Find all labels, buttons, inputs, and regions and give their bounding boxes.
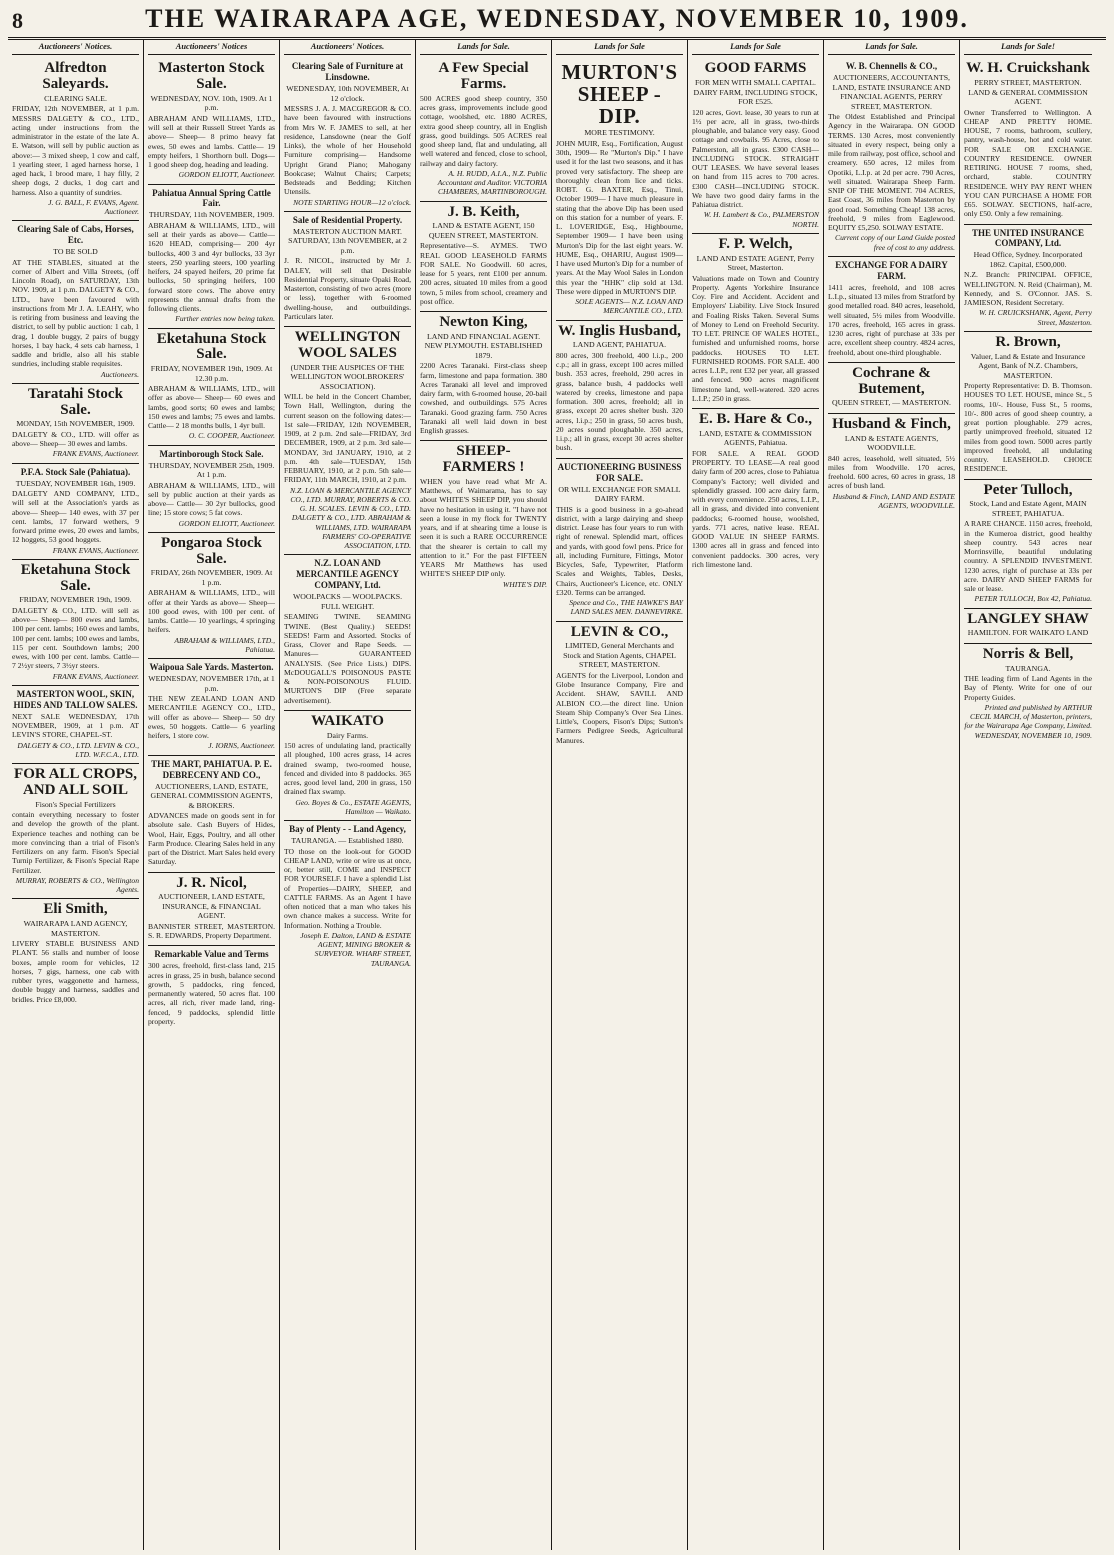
- columns: [8, 40, 1106, 1550]
- ad-subheading: LIMITED, General Merchants and Stock and Station Agents, CHAPEL STREET, MASTERTON.: [563, 641, 676, 670]
- ad-heading: MURTON'S SHEEP - DIP.: [561, 60, 678, 129]
- advertisement: [12, 899, 139, 1009]
- ad-body: ABRAHAM & WILLIAMS, LTD., will sell at their yards as above— Cattle— 1620 HEAD, comprising— 200 4yr bullocks, 400 3 and 4yr bullocks, 33 3yr steers, 250 yearling steers, 100 yearling heifers, 24 spayed heifers, 20 prime fat bullocks, 50 springing heifers, 100 forward store cows. The above entry represents the annual drafts from the following clients.: [148, 220, 275, 314]
- ad-body: MESSRS J. A. J. MACGREGOR & CO. have been favoured with instructions from Mrs W. F. JAMES to sell, at her residence, Lansdowne (near the Golf Links), the whole of her Household Furniture comprising— Handsome Upright Grand Piano; Mahogany Bookcase; Walnut Chairs; Carpets; Bedsteads and Bedding; Kitchen Utensils.: [284, 104, 411, 197]
- ad-heading: N.Z. LOAN AND MERCANTILE AGENCY COMPANY, Ltd.: [296, 558, 399, 591]
- ad-heading: Clearing Sale of Cabs, Horses, Etc.: [17, 224, 134, 246]
- ad-body: LIVERY STABLE BUSINESS AND PLANT. 56 stalls and number of loose boxes, ample room for vehicles, 12 horses, 7 gigs, harness, one cab with rubber tyres, waggonette and harness, double buggy and harness, saddles and bridles. Price £8,000.: [12, 939, 139, 1004]
- ad-body: FRIDAY, 12th NOVEMBER, at 1 p.m. MESSRS DALGETY & CO., LTD., acting under instructions from the administrator in the estate of the late A. E. Watson, will sell by public auction as above:— 3 mixed sheep, 1 cow and calf, 1 yearling steer, 1 aged harness horse, 1 aged hack, 1 brood mare, 1 hay filly, 2 sheep dogs, 2 ducks, 1 dog cart and harness. Also a quantity of sundries.: [12, 104, 139, 197]
- ad-body: WHEN you have read what Mr A. Matthews, of Waimarama, has to say about WHITE'S SHEEP DIP, you should have no hesitation in using it. "I have not seen a louse in my flock for TWENTY years, and if at shearing time a louse is seen it is such a RARE OCCURRENCE that the shearer is certain to call my attention to it." For the past FIFTEEN YEARS Mr Matthews has used WHITE'S SHEEP DIP only.: [420, 476, 547, 579]
- ad-signature: Auctioneers.: [100, 369, 139, 379]
- ad-signature: J. G. BALL, F. EVANS, Agent. Auctioneer.: [48, 197, 139, 216]
- advertisement: [964, 225, 1092, 332]
- ad-body: N.Z. Branch: PRINCIPAL OFFICE, WELLINGTON. N. Reid (Chairman), M. Kennedy, and S. O'Connor. JAS. S. JAMIESON, Resident Secretary.: [964, 270, 1092, 308]
- ad-subheading: MASTERTON AUCTION MART. SATURDAY, 13th NOVEMBER, at 2 p.m.: [288, 226, 407, 255]
- ad-body: BANNISTER STREET, MASTERTON. S. R. EDWARDS, Property Department.: [148, 921, 275, 941]
- advertisement: [556, 58, 683, 320]
- column-7: [824, 40, 960, 1550]
- ad-heading: Pongaroa Stock Sale.: [161, 534, 262, 567]
- ad-body: NEXT SALE WEDNESDAY, 17th NOVEMBER, 1909, at 1 p.m. AT LEVIN'S STORE, CHAPEL-ST.: [12, 711, 139, 740]
- column-5: [552, 40, 688, 1550]
- column-header: Auctioneers' Notices.: [284, 42, 411, 55]
- advertisement: [556, 459, 683, 622]
- ad-signature: FRANK EVANS, Auctioneer.: [52, 671, 139, 681]
- ad-body: DALGETY & CO., LTD. will offer as above— Sheep— 30 ewes and lambs.: [12, 429, 139, 449]
- ad-subheading: LAND AND ESTATE AGENT, Perry Street, Masterton.: [696, 253, 815, 272]
- ad-subheading: WEDNESDAY, NOVEMBER 17th, at 1 p.m.: [148, 674, 275, 693]
- advertisement: [828, 257, 955, 363]
- ad-signature: NOTE STARTING HOUR—12 o'clock.: [293, 197, 411, 207]
- ad-body: ABRAHAM & WILLIAMS, LTD., will offer as above— Sheep— 60 ewes and lambs, good sorts; 60 ewes and lambs; 150 ewes and lambs; 75 ewes and lambs. Cattle— 2 18 months bulls, 1 4yr bull.: [148, 384, 275, 431]
- ad-subheading: Dairy Farms.: [326, 730, 369, 740]
- ad-signature: PETER TULLOCH, Box 42, Pahiatua.: [974, 594, 1092, 604]
- ad-body: 2200 Acres Taranaki. First-class sheep farm, limestone and papa formation. 380 Acres Taranaki all level and improved dairy farm, with 6-roomed house, 20-bail cowshed, and outbuildings. 575 Acres Taranaki. Good grazing farm. 750 Acres Taranaki all well laid down in best English grasses.: [420, 361, 547, 435]
- column-1: [8, 40, 144, 1550]
- ad-heading: W. B. Chennells & CO.,: [845, 61, 938, 72]
- ad-body: FOR SALE. A REAL GOOD PROPERTY. TO LEASE—A real good dairy farm of 200 acres, close to Pahiatua Company's Factory; well divided and splendidly grassed. 100 acre dairy farm, with every convenience. 250 acres, L.I.P., all in grass, and divided into convenient paddocks; 6-roomed house, woolshed, yards. 771 acres, native lease. REAL GOOD VALUE IN SHEEP FARMS. 1300 acres all in grass and fenced into convenient paddocks. 300 acres, very rich limestone land.: [692, 448, 819, 569]
- ad-signature: W. H. CRUICKSHANK, Agent, Perry Street, Masterton.: [978, 308, 1092, 327]
- ad-heading: SHEEP-FARMERS !: [442, 443, 525, 475]
- column-6: [688, 40, 824, 1550]
- ad-heading: THE MART, PAHIATUA. P. E. DEBRECENY AND CO.,: [151, 758, 272, 780]
- advertisement: [828, 414, 955, 514]
- ad-body: ABRAHAM & WILLIAMS, LTD., will offer at their Yards as above— Sheep— 100 good ewes, with 100 per cent. of lambs. Cattle— 10 yearlings, 4 springing heifers.: [148, 588, 275, 635]
- ad-signature: J. IORNS, Auctioneer.: [208, 741, 275, 751]
- ad-heading: MASTERTON WOOL, SKIN, HIDES AND TALLOW SALES.: [13, 688, 138, 710]
- advertisement: [828, 58, 955, 257]
- ad-heading: FOR ALL CROPS, AND ALL SOIL: [14, 766, 137, 798]
- ad-heading: Newton King,: [439, 314, 528, 330]
- column-header: Lands for Sale.: [420, 42, 547, 55]
- advertisement: [284, 58, 411, 212]
- ad-signature: DALGETY & CO., LTD. LEVIN & CO., LTD. W.F.C.A., LTD.: [17, 740, 139, 759]
- advertisement: [12, 686, 139, 764]
- ad-heading: J. B. Keith,: [447, 203, 520, 220]
- column-header: Lands for Sale.: [828, 42, 955, 55]
- column-3: [280, 40, 416, 1550]
- ad-signature: Spence and Co., THE HAWKE'S BAY LAND SALES MEN. DANNEVIRKE.: [569, 598, 683, 617]
- ad-heading: W. H. Cruickshank: [966, 60, 1090, 77]
- ad-signature: FRANK EVANS, Auctioneer.: [52, 545, 139, 555]
- advertisement: [284, 821, 411, 972]
- ad-subheading: THURSDAY, NOVEMBER 25th, 1909. At 1 p.m.: [148, 460, 275, 480]
- ad-subheading: LAND & ESTATE AGENT, 150 QUEEN STREET, MASTERTON.: [428, 221, 539, 240]
- ad-subheading: LAND, ESTATE & COMMISSION AGENTS, Pahiatua.: [699, 428, 812, 448]
- ad-subheading: HAMILTON. FOR WAIKATO LAND: [967, 628, 1089, 638]
- advertisement: [284, 327, 411, 555]
- newspaper-title: THE WAIRARAPA AGE, WEDNESDAY, NOVEMBER 10, 1909.: [145, 4, 969, 33]
- ad-subheading: (UNDER THE AUSPICES OF THE WELLINGTON WOOLBROKERS' ASSOCIATION).: [290, 362, 405, 391]
- ad-subheading: OR WILL EXCHANGE FOR SMALL DAIRY FARM.: [558, 484, 681, 504]
- ad-subheading: AUCTIONEER, LAND ESTATE, INSURANCE, & FINANCIAL AGENT.: [158, 892, 265, 921]
- masthead: [8, 0, 1106, 40]
- ad-heading: W. Inglis Husband,: [558, 322, 681, 339]
- ad-heading: J. R. Nicol,: [176, 874, 247, 891]
- ad-body: Representative—S. AYMES. TWO REAL GOOD LEASEHOLD FARMS FOR SALE. No Goodwill. 60 acres, lease for 5 years, rent £100 per annum. 200 acres, situated 10 miles from a good town, 5 miles from school, creamery and post office.: [420, 241, 547, 306]
- ad-body: 1411 acres, freehold, and 108 acres L.I.p., situated 13 miles from Stratford by good metalled road. 840 acres, leasehold, well situated, 5½ miles from Woodville. 170 acres, freehold, 165 acres in grass. 1230 acres, right of purchase at 33s per acre, excellent sheep country. 4824 acres, freehold, about one-third ploughable.: [828, 282, 955, 357]
- ad-heading: Eketahuna Stock Sale.: [156, 330, 267, 363]
- advertisement: [420, 58, 547, 201]
- ad-subheading: FRIDAY, NOVEMBER 19th, 1909.: [19, 595, 132, 605]
- advertisement: [692, 234, 819, 409]
- advertisement: [148, 756, 275, 873]
- ad-body: DALGETY AND COMPANY, LTD., will sell at the Association's yards as above— Sheep— 140 ewes, with 37 per cent. lambs, 17 forward wethers, 9 forward prime ewes, 20 ewes and lambs, 12 hoggets, 53 good hoggets.: [12, 489, 139, 545]
- advertisement: [964, 609, 1092, 644]
- ad-heading: Remarkable Value and Terms: [154, 949, 269, 960]
- ad-body: Property Representative: D. B. Thomson. HOUSES TO LET. HOUSE, mince St., 5 rooms, 10/-. House, Fuss St., 5 rooms, 10/-. 800 acres of good sheep country, a great portion ploughable. 279 acres, partly unimproved freehold, situated 12 miles from good town. 5000 acres partly improved freehold, all undulating country. LEASEHOLD. CHOICE RESIDENCE.: [964, 381, 1092, 474]
- ad-heading: Pahiatua Annual Spring Cattle Fair.: [152, 187, 271, 209]
- ad-signature: O. C. COOPER, Auctioneer.: [188, 431, 275, 441]
- ad-signature: Further entries now being taken.: [175, 314, 275, 324]
- ad-signature: MURRAY, ROBERTS & CO., Wellington Agents.: [15, 875, 139, 895]
- ad-heading: Taratahi Stock Sale.: [28, 385, 123, 418]
- ad-body: J. R. NICOL, instructed by Mr J. DALEY, will sell that Desirable Residential Property, situate Opaki Road, Masterton, consisting of two acres (more or less), together with 6-roomed dwelling-house, and outbuildings. Particulars later.: [284, 256, 411, 321]
- ad-subheading: AUCTIONEERS, LAND, ESTATE, GENERAL COMMISSION AGENTS, & BROKERS.: [150, 781, 273, 810]
- ad-subheading: AUCTIONEERS, ACCOUNTANTS, LAND, ESTATE INSURANCE AND FINANCIAL AGENTS, PERRY STREET, MASTERTON.: [832, 73, 951, 111]
- advertisement: [964, 644, 1092, 744]
- ad-body: AT THE STABLES, situated at the corner of Albert and Villa Streets, (off Lincoln Road), on SATURDAY, 13th NOV. 1909, at 1 p.m. DALGETY & CO., LTD., have been favoured with instructions from Mr J. A. LEAHY, who is retiring from business and leaving the district, to sell by public auction: 1 cab, 1 drag, 1 double buggy, 2 pairs of buggy horses, 1 bay hack, 4 sets cab harness, 1 saddle and bridle, also all his stable sundries, including stable requisites.: [12, 257, 139, 369]
- ad-heading: EXCHANGE FOR A DAIRY FARM.: [835, 259, 948, 281]
- ad-body: JOHN MUIR, Esq., Fortification, August 30th, 1909— Re "Murton's Dip." I have used it for the last two seasons, and it has proved very satisfactory. The sheep are thoroughly clean from lice and ticks. ROBT. G. BAXTER, Esq., Tinui, October 1909— I have much pleasure in stating that the above Dip has been used on this station for a number of years. F. L. LOVERIDGE, Esq., Highbourne, September 1909— I have been using Murton's Dip for the last eight years. W. HUME, Esq., OHARIU, August 1909— I have used Murton's Dip for a number of years. At the May Wool Sales in London this year the "HHK" clip sold at 13d. These were dipped in MURTON'S DIP.: [556, 138, 683, 296]
- advertisement: [12, 221, 139, 384]
- advertisement: [828, 363, 955, 414]
- advertisement: [12, 58, 139, 221]
- ad-body: TO those on the look-out for GOOD CHEAP LAND, write or wire us at once, or, better still, COME and INSPECT FOR YOURSELF. I have a splendid List of Properties—DAIRY, SHEEP, and CATTLE FARMS. As an Agent I have often noticed that a man who takes his own chance makes a success. Write for Information. Nothing a Trouble.: [284, 846, 411, 930]
- ad-body: 150 acres of undulating land, practically all ploughed, 100 acres grass, 14 acres drained swamp, two-roomed house, fenced and divided into 8 paddocks. 365 acres, good level land, 200 in grass, 150 drained flax swamp.: [284, 741, 411, 797]
- ad-signature: ABRAHAM & WILLIAMS, LTD., Pahiatua.: [174, 635, 275, 654]
- ad-subheading: THURSDAY, 11th NOVEMBER, 1909.: [148, 210, 275, 220]
- advertisement: [148, 58, 275, 184]
- ad-heading: Masterton Stock Sale.: [158, 60, 265, 92]
- ad-signature: WHITE'S DIP.: [502, 579, 547, 589]
- ad-body: THE NEW ZEALAND LOAN AND MERCANTILE AGENCY CO., LTD., will offer as above— Sheep— 50 dry ewes, 50 hoggets. Cattle— 6 yearling heifers, 1 store cow.: [148, 694, 275, 741]
- column-header: Lands for Sale: [692, 42, 819, 55]
- column-header: Auctioneers' Notices: [148, 42, 275, 55]
- advertisement: [284, 711, 411, 821]
- ad-signature: Geo. Boyes & Co., ESTATE AGENTS, Hamilton — Waikato.: [295, 797, 411, 816]
- ad-subheading: CLEARING SALE.: [44, 93, 107, 103]
- ad-subheading: TUESDAY, NOVEMBER 16th, 1909.: [15, 478, 136, 488]
- column-header: Lands for Sale: [556, 42, 683, 55]
- advertisement: [964, 58, 1092, 224]
- ad-subheading: QUEEN STREET, — MASTERTON.: [831, 398, 951, 408]
- ad-heading: Cochrane & Butement,: [852, 364, 931, 397]
- advertisement: [964, 332, 1092, 480]
- ad-body: 840 acres, leasehold, well situated, 5½ miles from Woodville. 170 acres, freehold. 600 acres, 60 acres in grass, 18 acres of bush land.: [828, 453, 955, 491]
- ad-subheading: MONDAY, 15th NOVEMBER, 1909.: [16, 419, 135, 429]
- advertisement: [148, 185, 275, 329]
- ad-subheading: WEDNESDAY, NOV. 10th, 1909. At 1 p.m.: [150, 93, 273, 113]
- ad-subheading: FRIDAY, 26th NOVEMBER, 1909. At 1 p.m.: [150, 568, 273, 587]
- ad-heading: Bay of Plenty - - Land Agency,: [289, 824, 406, 835]
- ad-subheading: WAIRARAPA LAND AGENCY, MASTERTON.: [23, 919, 128, 938]
- ad-body: THIS is a good business in a go-ahead district, with a large dairying and sheep district. Lease has four years to run with right of renewal. Splendid mart, offices and yards, with good fowl pens. Price for all, including Furniture, Fittings, Motor Bicycles, Safe, Typewriter, Platform Scales and Weights, Tables, Desks, Chairs, Auctioneer's Licence, etc. ONLY £320. Terms can be arranged.: [556, 504, 683, 597]
- advertisement: [284, 212, 411, 327]
- advertisement: [964, 480, 1092, 609]
- ad-heading: Husband & Finch,: [832, 415, 951, 432]
- ad-heading: R. Brown,: [995, 333, 1061, 350]
- advertisement: [692, 58, 819, 234]
- ad-subheading: Head Office, Sydney. Incorporated 1862. Capital, £500,000.: [973, 250, 1083, 269]
- ad-body: ADVANCES made on goods sent in for absolute sale. Cash Buyers of Hides, Wool, Hair, Eggs, Poultry, and all other Farm Produce. Clearing Sales held in any part of the District. Mart Sales held every Saturday.: [148, 811, 275, 867]
- ad-heading: A Few Special Farms.: [438, 60, 529, 92]
- advertisement: [420, 202, 547, 313]
- advertisement: [148, 533, 275, 659]
- advertisement: [12, 464, 139, 560]
- ad-body: ABRAHAM & WILLIAMS, LTD., will sell by public auction at their yards as above— Cattle— 30 2yr bullocks, good line; 15 store cows; 5 fat cows.: [148, 480, 275, 518]
- ad-body: 500 ACRES good sheep country, 350 acres grass, improvements include good cottage, woolshed, etc. 1880 ACRES, extra good sheep country, all in English grass, good buildings. 505 ACRES real good sheep land, flat and undulating, all well watered and fenced, close to school, railway and dairy factory.: [420, 93, 547, 168]
- ad-subheading: LAND AND FINANCIAL AGENT. NEW PLYMOUTH. ESTABLISHED 1879.: [424, 331, 543, 360]
- column-8: [960, 40, 1096, 1550]
- ad-body: 300 acres, freehold, first-class land, 215 acres in grass, 25 in bush, balance second growth, 5 paddocks, ring fenced, permanently watered, 50 acres flat. 100 acres, all rich, river made land, ring-fenced, 9 paddocks, splendid little property.: [148, 961, 275, 1026]
- ad-heading: Waipoua Sale Yards. Masterton.: [149, 662, 274, 673]
- ad-subheading: TAURANGA.: [1005, 663, 1051, 673]
- ad-heading: F. P. Welch,: [718, 235, 793, 252]
- ad-body: WILL be held in the Concert Chamber, Town Hall, Wellington, during the current season on the following dates:— 1st sale—FRIDAY, 12th NOVEMBER, 1909, at 2 p.m. 2nd sale—FRIDAY, 3rd DECEMBER, 1909, at 2 p.m. 3rd sale—MONDAY, 3rd JANUARY, 1910, at 2 p.m. 4th sale—TUESDAY, 15th FEBRUARY, 1910, at 2 p.m. 5th sale—FRIDAY, 11th MARCH, 1910, at 2 p.m.: [284, 392, 411, 485]
- ad-subheading: MORE TESTIMONY.: [584, 128, 655, 138]
- ad-heading: Eketahuna Stock Sale.: [20, 561, 131, 594]
- advertisement: [12, 560, 139, 686]
- ad-body: AGENTS for the Liverpool, London and Globe Insurance Company, Fire and Accident. SHAW, SAVILL AND ALBION CO.—the direct line. Union Steam Ship Company's Over Sea Lines. Little's, Coopers, Fison's Dips; Sutton's Farmers Pedigree Seeds, Agricultural Manures.: [556, 670, 683, 745]
- ad-heading: Eli Smith,: [43, 901, 108, 918]
- ad-body: 120 acres, Govt. lease, 30 years to run at 1½ per acre, all in grass, two-thirds ploughable, and balance very easy. Good cottage and cowbails. 95 Acres, close to Palmerston, all in grass. £300 CASH—INCLUDING STOCK. STRAIGHT OUT LEASES. We have several leases on hand from 115 acres to 700 acres. £300 CASH—INCLUDING STOCK. We have two good dairy farms in the Pahiatua district.: [692, 107, 819, 209]
- ad-signature: FRANK EVANS, Auctioneer.: [52, 449, 139, 459]
- column-4: [416, 40, 552, 1550]
- ad-subheading: WOOLPACKS — WOOLPACKS. FULL WEIGHT.: [292, 592, 403, 611]
- ad-heading: LEVIN & CO.,: [570, 623, 669, 640]
- advertisement: [148, 659, 275, 755]
- ad-body: contain everything necessary to foster and develop the growth of the plant. Experience teaches and nothing can be more convincing than a trial of Fison's Fertilizers on any farm. Fison's Special Turnip Fertilizer, & Fison's Special Rape Fertilizer.: [12, 810, 139, 875]
- ad-body: A RARE CHANCE. 1150 acres, freehold, in the Kumeroa district, good healthy sheep country. 543 acres near Morrinsville, beautiful undulating country. A SPLENDID INVESTMENT. 1230 acres, right of purchase at 33s per acre. DAIRY AND SHEEP FARMS for sale or lease.: [964, 519, 1092, 594]
- column-2: [144, 40, 280, 1550]
- ad-heading: Peter Tulloch,: [983, 481, 1073, 498]
- advertisement: [12, 384, 139, 464]
- ad-body: 800 acres, 300 freehold, 400 l.i.p., 200 c.p.; all in grass, except 100 acres milled bush. 353 acres, freehold, 290 acres in grass, balance bush, 4 paddocks well watered by creeks, limestone and papa formation. 300 acres, freehold; all in grass, except 20 acres shelter bush. 320 acres, l.i.p.; 250 in grass, 50 acres bush, 20 acres sound ploughable. 350 acres, l.i.p.; all in grass, except 30 acres shelter bush.: [556, 350, 683, 453]
- ad-body: SEAMING TWINE. SEAMING TWINE. (Best Quality.) SEEDS! SEEDS! Farm and Assorted. Stocks of Grass, Clover and Rape Seeds. —Manures— GUARANTEED ANALYSIS. (See Price Lists.) DIPS. McDOUGALL'S POISONOUS PASTE & NON-POISONOUS FLUID. MURTON'S DIP (Free separate advertisement).: [284, 612, 411, 705]
- advertisement: [284, 555, 411, 710]
- advertisement: [556, 622, 683, 750]
- advertisement: [420, 441, 547, 593]
- ad-body: Owner Transferred to Wellington. A CHEAP AND PRETTY HOME. HOUSE, 7 rooms, bathroom, scullery, pantry, wash-house, hot and cold water. FOR SALE OR EXCHANGE. COUNTRY RESIDENCE. OWNER RETIRING. HOUSE 7 rooms, shed, orchard, stable. COUNTRY RESIDENCE. WHY PAY RENT WHEN YOU CAN PURCHASE A HOME FOR £65. SOLWAY. SECTIONS, half-acre, only £50. Only a few remaining.: [964, 107, 1092, 219]
- column-header: Auctioneers' Notices.: [12, 42, 139, 55]
- ad-subheading: TAURANGA. — Established 1880.: [291, 836, 404, 846]
- ad-body: THE leading firm of Land Agents in the Bay of Plenty. Write for one of our Property Guides.: [964, 674, 1092, 702]
- ad-subheading: Valuer, Land & Estate and Insurance Agent, Bank of N.Z. Chambers, MASTERTON.: [970, 351, 1086, 380]
- ad-heading: LANGLEY SHAW: [967, 610, 1089, 627]
- ad-body: ABRAHAM AND WILLIAMS, LTD., will sell at their Russell Street Yards as above— Sheep— 8 primo heavy fat ewes, 50 ewes and lambs. Cattle— 19 empty heifers, 1 Shorthorn bull. Dogs— 1 good sheep dog, heading and leading.: [148, 113, 275, 169]
- advertisement: [12, 764, 139, 899]
- ad-heading: P.F.A. Stock Sale (Pahiatua).: [20, 466, 131, 477]
- page-number: 8: [12, 8, 23, 33]
- ad-heading: Clearing Sale of Furniture at Linsdowne.: [291, 61, 404, 83]
- ad-heading: Sale of Residential Property.: [292, 214, 403, 225]
- ad-heading: WAIKATO: [311, 712, 384, 729]
- column-header: Lands for Sale!: [964, 42, 1092, 55]
- ad-signature: Current copy of our Land Guide posted free of cost to any address.: [835, 233, 955, 252]
- ad-subheading: PERRY STREET, MASTERTON. LAND & GENERAL COMMISSION AGENT.: [968, 78, 1088, 106]
- ad-subheading: FOR MEN WITH SMALL CAPITAL. DAIRY FARM, INCLUDING STOCK, FOR £525.: [693, 78, 818, 106]
- ad-signature: A. H. RUDD, A.I.A., N.Z. Public Accountant and Auditor. VICTORIA CHAMBERS, MARTINBOROUGH.: [437, 168, 547, 197]
- advertisement: [148, 873, 275, 947]
- ad-signature: Joseph E. Dalton, LAND & ESTATE AGENT, MINING BROKER & SURVEYOR. WHARF STREET, TAURANGA.: [300, 930, 411, 968]
- ad-signature: Husband & Finch, LAND AND ESTATE AGENTS, WOODVILLE.: [832, 491, 955, 510]
- ad-heading: AUCTIONEERING BUSINESS FOR SALE.: [557, 461, 682, 483]
- ad-heading: Martinborough Stock Sale.: [159, 448, 264, 459]
- ad-signature: W. H. Lambert & Co., PALMERSTON NORTH.: [703, 210, 819, 229]
- ad-signature: GORDON ELIOTT, Auctioneer.: [178, 518, 275, 528]
- ad-body: Valuations made on Town and Country Property. Agents Yorkshire Insurance Coy. Fire and Accident. Accident and Employers' Liability. Live Stock Insured and Foaling Risks Taken. Several Sums of Money to Lend on Freehold Security. TO LET. PRINCE OF WALES HOTEL, furnished and unfurnished rooms, horse paddocks. HOUSES TO LET. FURNISHED ROOMS. FOR SALE. 400 acres L.I.P., rent £32 per year, all grassed and fenced. 900 acres magnificent limestone land, well-watered. 320 acres L.I.P.; 250 in grass.: [692, 273, 819, 403]
- ad-signature: GORDON ELIOTT, Auctioneer.: [178, 170, 275, 180]
- ad-heading: E. B. Hare & Co.,: [698, 411, 813, 427]
- ad-heading: THE UNITED INSURANCE COMPANY, Ltd.: [971, 227, 1085, 249]
- ad-body: DALGETY & CO., LTD. will sell as above— Sheep— 800 ewes and lambs, 100 per cent. lambs; 160 ewes and lambs, 100 per cent. lambs; 100 ewes and lambs, 115 per cent. Southdown lambs; 200 ewes, with 100 per cent. lambs. Cattle— 7 2½yr steers, 7 3½yr steers.: [12, 605, 139, 671]
- advertisement: [420, 312, 547, 441]
- ad-heading: Alfredton Saleyards.: [42, 60, 109, 92]
- advertisement: [148, 946, 275, 1031]
- ad-signature: N.Z. LOAN & MERCANTILE AGENCY CO., LTD. MURRAY, ROBERTS & CO. G. H. SCALES. LEVIN & CO., LTD. DALGETY & CO., LTD. ABRAHAM & WILLIAMS, LTD. WAIRARAPA FARMERS' CO-OPERATIVE ASSOCIATION, LTD.: [290, 485, 411, 551]
- ad-heading: Norris & Bell,: [982, 645, 1074, 662]
- ad-subheading: Fison's Special Fertilizers: [35, 799, 116, 809]
- advertisement: [148, 446, 275, 533]
- ad-subheading: LAND & ESTATE AGENTS, WOODVILLE.: [844, 433, 939, 453]
- ad-heading: WELLINGTON WOOL SALES: [294, 329, 401, 361]
- advertisement: [556, 321, 683, 459]
- ad-body: The Oldest Established and Principal Agency in the Wairarapa. ON GOOD TERMS. 130 Acres, most conveniently situated in every respect, being only a mile from railway, post office, school and creamery. 650 acres, 12 miles from Opotiki, L.I.p. at 2d per acre. 790 Acres, well situated. Wairarapa Sheep Farm. SNIP OF THE MOMENT. 704 ACRES, East Coast, 36 miles from Masterton by good road. Something Cheap! 138 acres, freehold, 9 miles from Eaglewood. EQUITY £5,250. SOLWAY ESTATE.: [828, 112, 955, 233]
- advertisement: [148, 329, 275, 446]
- ad-subheading: WEDNESDAY, 10th NOVEMBER, At 12 o'clock.: [286, 84, 409, 103]
- ad-subheading: Stock, Land and Estate Agent, MAIN STREET, PAHIATUA.: [969, 499, 1087, 518]
- advertisement: [692, 409, 819, 574]
- ad-heading: GOOD FARMS: [704, 60, 807, 77]
- ad-subheading: TO BE SOLD: [53, 247, 98, 257]
- ad-subheading: LAND AGENT, PAHIATUA.: [572, 340, 667, 350]
- ad-signature: SOLE AGENTS— N.Z. LOAN AND MERCANTILE CO., LTD.: [575, 297, 683, 316]
- ad-signature: Printed and published by ARTHUR CECIL MARCH, of Masterton, printers, for the Wairarapa Age Company, Limited. WEDNESDAY, NOVEMBER 10, 1909.: [964, 702, 1092, 740]
- ad-subheading: FRIDAY, NOVEMBER 19th, 1909. At 12.30 p.m.: [150, 364, 273, 383]
